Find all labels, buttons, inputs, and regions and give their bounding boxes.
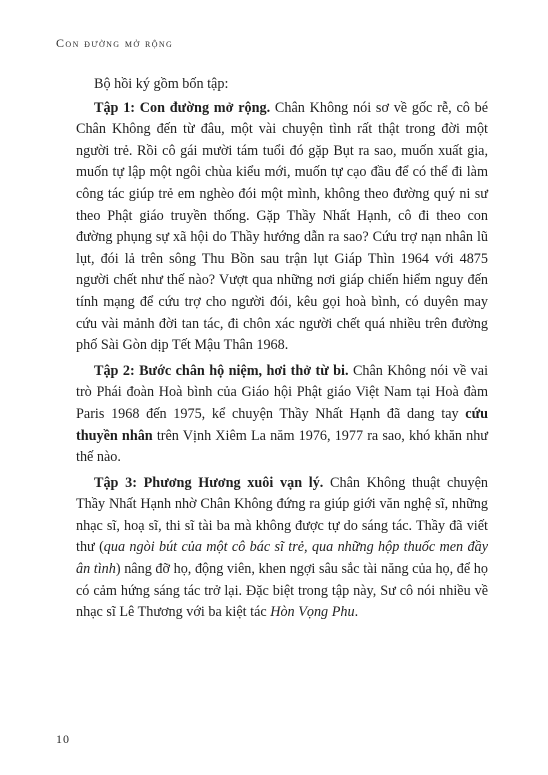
volume-3-text-2: ) nâng đỡ họ, động viên, khen ngợi sâu sắc tài năng của họ, để họ có cảm hứng sáng tác trở lại. Đặc biệt trong tập này, Sư cô nói nhiều về nhạc sĩ Lê Thương với ba kiệt tác <box>76 561 488 621</box>
volume-3-title: Tập 3: Phương Hương xuôi vạn lý. <box>94 474 324 491</box>
volume-3-italic-1: qua ngòi bút của một cô bác sĩ trẻ, qua những hộp thuốc men đầy ân tình <box>76 539 488 578</box>
volume-3-text-1: Chân Không thuật chuyện Thầy Nhất Hạnh nhờ Chân Không đứng ra giúp giới văn nghệ sĩ, những nhạc sĩ, hoạ sĩ, thi sĩ tài ba mà không được tự do sáng tác. Thầy đã viết thư ( <box>76 474 489 556</box>
page-number: 10 <box>56 732 70 746</box>
volume-2-emphasis: cứu thuyền nhân <box>76 405 488 444</box>
body-text <box>76 74 488 628</box>
volume-2-text-2: trên Vịnh Xiêm La năm 1976, 1977 ra sao, khó khăn như thế nào. <box>76 427 488 466</box>
running-header: Con đường mở rộng <box>56 36 174 50</box>
volume-3-italic-2: Hòn Vọng Phu <box>270 604 355 621</box>
volume-1-text: Chân Không nói sơ về gốc rễ, cô bé Chân Không đến từ đâu, một vài chuyện tình rất thật trong đời một người trẻ. Rồi cô gái mười tám tuổi đó gặp Bụt ra sao, muốn xuất gia, muốn tự lập một ngôi chùa kiểu mới, muốn tự cạo đầu để có thể đi làm công tác giúp trẻ em nghèo đói một mình, không theo đường quý ni sư theo Phật giáo truyền thống. Gặp Thầy Nhất Hạnh, cô đi theo con đường phụng sự xã hội do Thầy hướng dẫn ra sao? Cứu trợ nạn nhân lũ lụt, đói lả trên sông Thu Bồn sau trận lụt Giáp Thìn 1964 với 4875 người chết như thế nào? Vượt qua những nơi giáp chiến hiểm nguy đến tính mạng để cứu trợ cho người đói, kêu gọi hoà bình, có duyên may cứu vài mảnh đời tan tác, đi chôn xác người chết quá nhiều trên đường phố Sài Gòn dịp Tết Mậu Thân 1968. <box>76 99 488 354</box>
volume-1-paragraph <box>76 98 488 357</box>
intro-paragraph: Bộ hồi ký gồm bốn tập: <box>94 76 229 92</box>
volume-2-title: Tập 2: Bước chân hộ niệm, hơi thở từ bi. <box>94 362 349 379</box>
volume-3-text-3: . <box>354 604 359 621</box>
volume-2-text-1: Chân Không nói về vai trò Phái đoàn Hoà bình của Giáo hội Phật giáo Việt Nam tại Hoà đàm Paris 1968 đến 1975, kể chuyện Thầy Nhất Hạnh đã dang tay <box>76 362 489 422</box>
volume-3-paragraph <box>76 473 488 624</box>
volume-1-title: Tập 1: Con đường mở rộng. <box>94 99 271 116</box>
volume-2-paragraph <box>76 361 488 469</box>
